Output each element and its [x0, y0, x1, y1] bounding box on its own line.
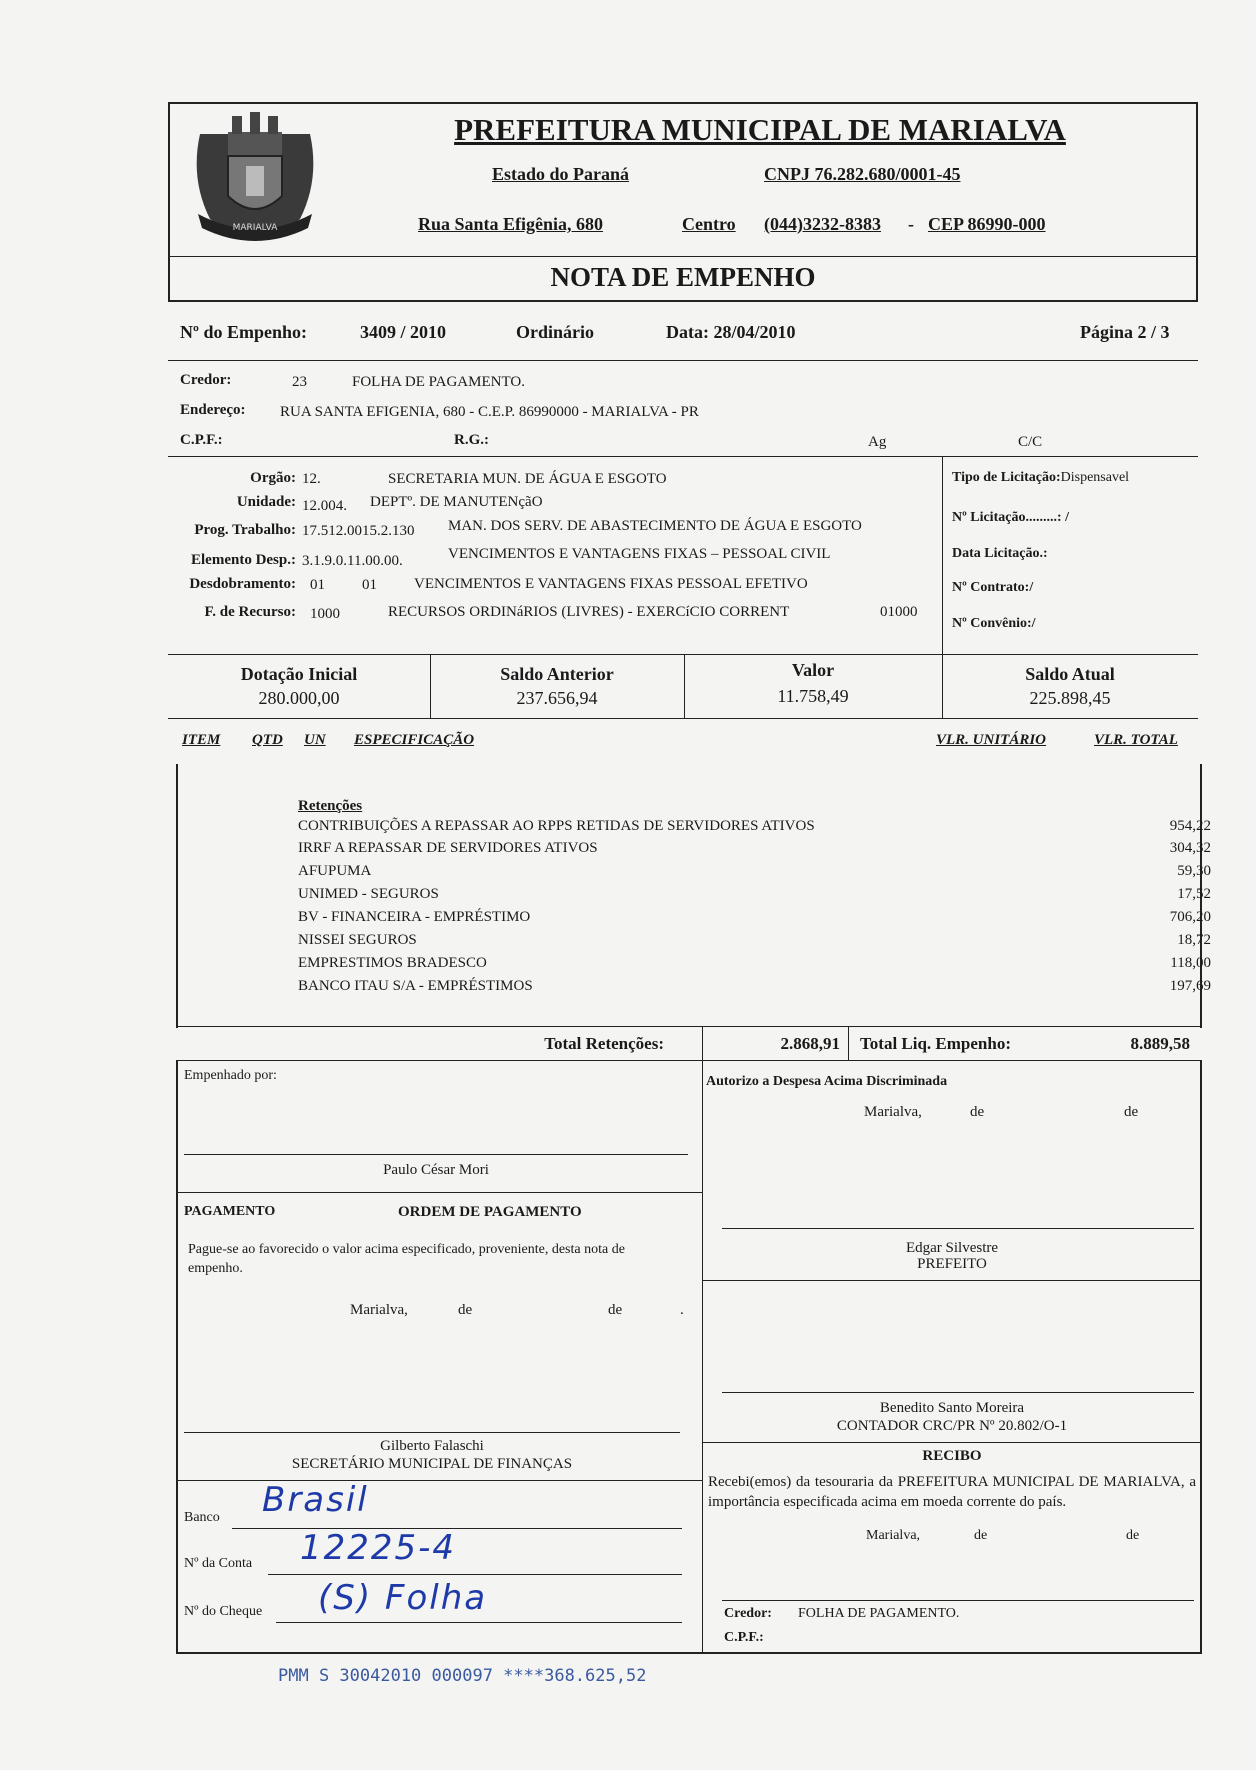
- endereco-label: Endereço:: [180, 402, 246, 418]
- recibo-de2: de: [1126, 1528, 1140, 1543]
- empenho-divider: [168, 360, 1198, 361]
- elem-label: Elemento Desp.:: [191, 552, 296, 568]
- header-phone: (044)3232-8383: [764, 214, 881, 234]
- coat-of-arms-logo: [180, 104, 330, 254]
- ag-label: Ag: [868, 434, 887, 450]
- dotacao-label: Dotação Inicial: [240, 664, 358, 684]
- autorizo-label: Autorizo a Despesa Acima Discriminada: [706, 1074, 948, 1089]
- saldo-anterior-label: Saldo Anterior: [500, 664, 614, 684]
- saldo-atual-label: Saldo Atual: [1025, 664, 1115, 684]
- col-esp: ESPECIFICAÇÃO: [354, 732, 475, 748]
- header-cep: CEP 86990-000: [928, 214, 1046, 234]
- empenhado-label: Empenhado por:: [184, 1068, 277, 1083]
- prog-label: Prog. Trabalho:: [194, 522, 296, 538]
- prog-desc: MAN. DOS SERV. DE ABASTECIMENTO DE ÁGUA E ESGOTO: [448, 518, 862, 534]
- pagamento-label: PAGAMENTO: [184, 1204, 276, 1219]
- retencao-desc: CONTRIBUIÇÕES A REPASSAR AO RPPS RETIDAS DE SERVIDORES ATIVOS: [298, 818, 815, 834]
- empenho-num-value: 3409 / 2010: [360, 322, 447, 342]
- banco-handwritten: Brasil: [262, 1480, 369, 1520]
- totals-div2: [848, 1026, 849, 1060]
- licitacao-convenio: Nº Convênio:/: [952, 616, 1036, 631]
- recibo-place: Marialva,: [866, 1528, 921, 1543]
- svg-text:MARIALVA: MARIALVA: [232, 223, 278, 233]
- retencao-desc: UNIMED - SEGUROS: [298, 886, 439, 902]
- conta-label: Nº da Conta: [184, 1556, 253, 1571]
- recibo-label: RECIBO: [922, 1448, 982, 1464]
- retencao-value: 118,00: [1170, 955, 1211, 971]
- conta-line: [268, 1574, 682, 1575]
- secretario-cargo: SECRETÁRIO MUNICIPAL DE FINANÇAS: [291, 1456, 573, 1472]
- col-qtd: QTD: [252, 732, 283, 748]
- header-cnpj: CNPJ 76.282.680/0001-45: [764, 164, 961, 184]
- document-title: NOTA DE EMPENHO: [550, 262, 816, 292]
- unidade-code: 12.004.: [302, 498, 347, 514]
- autorizo-place: Marialva,: [864, 1104, 922, 1120]
- recibo-top: [702, 1442, 1202, 1443]
- pague-place: Marialva,: [350, 1302, 408, 1318]
- credor-name: FOLHA DE PAGAMENTO.: [352, 374, 525, 390]
- orgao-label: Orgão:: [250, 470, 296, 486]
- total-retencoes-label: Total Retenções:: [544, 1034, 664, 1053]
- contador-nome: Benedito Santo Moreira: [879, 1400, 1025, 1416]
- cheque-line: [276, 1622, 682, 1623]
- licitacao-num: Nº Licitação.........: /: [952, 510, 1069, 525]
- contador-signature-line: [722, 1392, 1194, 1393]
- credor-code: 23: [292, 374, 307, 390]
- recurso-extra: 01000: [880, 604, 918, 620]
- header-divider: [168, 256, 1198, 257]
- orgao-code: 12.: [302, 471, 321, 487]
- empenhado-signature-line: [184, 1154, 688, 1155]
- mechanical-stamp: PMM S 30042010 000097 ****368.625,52: [278, 1666, 647, 1686]
- totals-top: [176, 1026, 1202, 1027]
- pague-de2: de: [608, 1302, 623, 1318]
- autorizo-de2: de: [1124, 1104, 1139, 1120]
- col-item: ITEM: [182, 732, 221, 748]
- conta-handwritten: 12225-4: [300, 1528, 457, 1568]
- prefeito-box-bottom: [702, 1280, 1202, 1281]
- retencao-value: 59,30: [1177, 863, 1211, 879]
- retencao-value: 304,32: [1169, 840, 1211, 856]
- dotacao-value: 280.000,00: [258, 688, 340, 708]
- retencao-desc: EMPRESTIMOS BRADESCO: [298, 955, 487, 971]
- saldos-bottom: [168, 718, 1198, 719]
- col-un: UN: [304, 732, 326, 748]
- recurso-label: F. de Recurso:: [204, 604, 296, 620]
- credor-divider: [168, 456, 1198, 457]
- licitacao-tipo: [952, 470, 1129, 486]
- retencao-desc: NISSEI SEGUROS: [298, 932, 417, 948]
- pagamento-top: [176, 1192, 702, 1193]
- page-number: Página 2 / 3: [1080, 322, 1170, 342]
- recibo-cpf-label: C.P.F.:: [724, 1630, 764, 1645]
- pague-text: Pague-se ao favorecido o valor acima especificado, proveniente, desta nota de empenho.: [188, 1242, 625, 1276]
- prefeito-cargo: PREFEITO: [917, 1256, 987, 1272]
- header-street: Rua Santa Efigênia, 680: [418, 214, 604, 234]
- secretario-nome: Gilberto Falaschi: [380, 1438, 484, 1454]
- pague-de1: de: [458, 1302, 473, 1318]
- desd-code1: 01: [310, 577, 325, 593]
- credor-label: Credor:: [180, 372, 232, 388]
- desd-desc: VENCIMENTOS E VANTAGENS FIXAS PESSOAL EFETIVO: [414, 576, 808, 592]
- saldos-top: [168, 654, 1198, 655]
- orgao-desc: SECRETARIA MUN. DE ÁGUA E ESGOTO: [388, 471, 667, 487]
- unidade-desc: DEPTº. DE MANUTENçãO: [370, 494, 543, 510]
- retencao-value: 706,20: [1169, 909, 1211, 925]
- banco-top: [176, 1480, 702, 1481]
- ordem-label: ORDEM DE PAGAMENTO: [398, 1204, 582, 1220]
- recurso-desc: RECURSOS ORDINáRIOS (LIVRES) - EXERCíCIO CORRENT: [388, 604, 790, 620]
- autorizo-de1: de: [970, 1104, 985, 1120]
- elem-code: 3.1.9.0.11.00.00.: [302, 553, 403, 569]
- cpf-label: C.P.F.:: [180, 432, 223, 448]
- licitacao-tipo-label: Tipo de Licitação:: [952, 470, 1061, 485]
- licitacao-contrato: Nº Contrato:/: [952, 580, 1034, 595]
- saldo-anterior-value: 237.656,94: [516, 688, 598, 708]
- prefeito-signature-line: [722, 1228, 1194, 1229]
- recibo-text: Recebi(emos) da tesouraria da PREFEITURA MUNICIPAL DE MARIALVA, a importância especificada acima em moeda corrente do país.: [708, 1474, 1196, 1510]
- valor-value: 11.758,49: [777, 686, 849, 706]
- valor-label: Valor: [791, 660, 835, 680]
- prog-code: 17.512.0015.2.130: [302, 523, 415, 539]
- recibo-signature-line: [722, 1600, 1194, 1601]
- header-state: Estado do Paraná: [492, 164, 630, 184]
- signature-center-divider: [702, 1060, 703, 1654]
- elem-desc: VENCIMENTOS E VANTAGENS FIXAS – PESSOAL CIVIL: [448, 546, 831, 562]
- recibo-credor-label: Credor:: [724, 1606, 772, 1621]
- retencao-desc: IRRF A REPASSAR DE SERVIDORES ATIVOS: [298, 840, 598, 856]
- cc-label: C/C: [1018, 434, 1043, 450]
- retencao-value: 197,69: [1169, 978, 1211, 994]
- rg-label: R.G.:: [454, 432, 489, 448]
- col-total: VLR. TOTAL: [1094, 732, 1178, 748]
- empenho-date: Data: 28/04/2010: [666, 322, 796, 342]
- header-title: PREFEITURA MUNICIPAL DE MARIALVA: [454, 112, 1066, 147]
- cheque-label: Nº do Cheque: [184, 1604, 263, 1619]
- empenho-type: Ordinário: [516, 322, 595, 342]
- pague-dot: .: [680, 1302, 684, 1318]
- secretario-signature-line: [184, 1432, 680, 1433]
- empenhado-nome: Paulo César Mori: [383, 1162, 489, 1178]
- empenho-num-label: Nº do Empenho:: [180, 322, 307, 342]
- retencao-value: 954,22: [1169, 818, 1211, 834]
- licitacao-tipo-value: Dispensavel: [1060, 470, 1130, 485]
- header-sep: -: [908, 214, 914, 234]
- retencao-desc: BANCO ITAU S/A - EMPRÉSTIMOS: [298, 978, 533, 994]
- retencoes-title: Retenções: [298, 798, 363, 814]
- unidade-label: Unidade:: [236, 494, 296, 510]
- banco-label: Banco: [184, 1510, 220, 1525]
- contador-cargo: CONTADOR CRC/PR Nº 20.802/O-1: [836, 1418, 1068, 1434]
- retencao-value: 17,52: [1177, 886, 1211, 902]
- total-liq-label: Total Liq. Empenho:: [860, 1034, 1011, 1053]
- prefeito-nome: Edgar Silvestre: [905, 1240, 999, 1256]
- desd-label: Desdobramento:: [189, 576, 296, 592]
- total-retencoes-value: 2.868,91: [780, 1034, 840, 1053]
- desd-code2: 01: [362, 577, 377, 593]
- retencao-desc: BV - FINANCEIRA - EMPRÉSTIMO: [298, 909, 531, 925]
- header-district: Centro: [682, 214, 736, 234]
- licitacao-left-border: [942, 456, 943, 654]
- cheque-handwritten: (S) Folha: [318, 1578, 488, 1618]
- recurso-code: 1000: [310, 606, 340, 622]
- endereco-value: RUA SANTA EFIGENIA, 680 - C.E.P. 86990000 - MARIALVA - PR: [280, 404, 699, 420]
- licitacao-data: Data Licitação.:: [952, 546, 1048, 561]
- retencao-desc: AFUPUMA: [298, 863, 372, 879]
- recibo-de1: de: [974, 1528, 988, 1543]
- retencao-value: 18,72: [1177, 932, 1211, 948]
- recibo-credor-value: FOLHA DE PAGAMENTO.: [798, 1606, 960, 1621]
- col-unit: VLR. UNITÁRIO: [936, 732, 1047, 748]
- saldo-atual-value: 225.898,45: [1029, 688, 1111, 708]
- total-liq-value: 8.889,58: [1130, 1034, 1190, 1053]
